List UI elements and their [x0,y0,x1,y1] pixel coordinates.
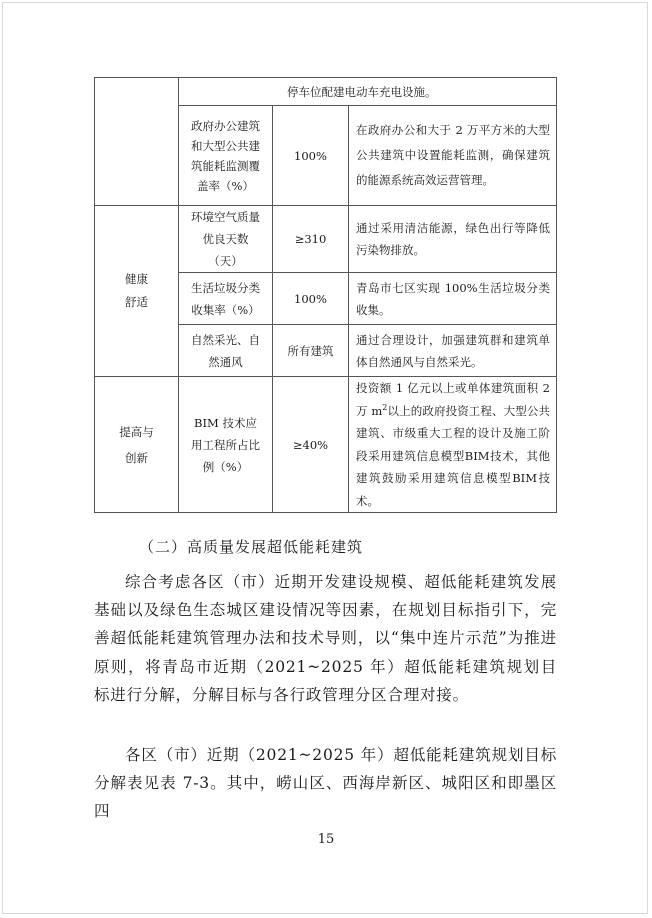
table-row [95,206,557,273]
description-cell [349,377,557,513]
indicator-cell [179,206,273,273]
continuation-text: 停车位配建电动车充电设施。 [287,84,437,99]
indicator-text: 自然采光、自然通风 [191,332,260,369]
indicator-cell [179,325,273,377]
table-row [95,78,557,106]
category-cell-innovation [95,377,179,513]
value-text: 100% [294,291,327,306]
section-heading: （二）高质量发展超低能耗建筑 [139,538,364,556]
table-row [95,377,557,513]
value-text: ≥310 [294,232,327,246]
value-cell [273,325,349,377]
page-number: 15 [317,832,335,847]
indicator-cell [179,273,273,325]
description-text [356,377,550,512]
description-part2: 以上的政府投资工程、大型公共建筑、市级重大工程的设计及施工阶段采用建筑信息模型BIM技术，其他建筑鼓励采用建筑信息模型BIM技术。 [356,403,551,508]
value-text: ≥40% [292,437,329,452]
category-health-line1: 健康 [125,272,148,286]
description-text: 通过合理设计，加强建筑群和建筑单体自然通风与自然采光。 [356,332,550,369]
description-part1: 投资额 1 亿元以上或单体建筑面积 2 万 m [356,381,550,418]
description-text: 在政府办公和大于 2 万平方米的大型公共建筑中设置能耗监测，确保建筑的能源系统高效运营管理。 [356,123,550,187]
indicator-cell [179,106,273,206]
value-text: 100% [294,148,327,163]
category-cell-empty [95,78,179,206]
continuation-cell [179,78,557,106]
value-cell [273,273,349,325]
value-cell [273,206,349,273]
category-health-line2: 舒适 [125,295,148,309]
indicator-text: 政府办公建筑和大型公共建筑能耗监测覆盖率（%） [191,118,260,193]
indicator-text: BIM 技术应用工程所占比例（%） [191,415,260,474]
indicator-text: 环境空气质量优良天数（天） [191,210,260,268]
description-cell [349,273,557,325]
description-text: 通过采用清洁能源，绿色出行等降低污染物排放。 [356,221,550,257]
body-paragraph: 各区（市）近期（2021~2025 年）超低能耗建筑规划目标分解表见表 7-3。其中，崂山区、西海岸新区、城阳区和即墨区四 [94,746,557,821]
category-innovation-line1: 提高与 [119,424,154,439]
value-cell [273,106,349,206]
description-text: 青岛市七区实现 100%生活垃圾分类收集。 [356,280,550,317]
description-cell [349,206,557,273]
value-cell [273,377,349,513]
indicator-text: 生活垃圾分类收集率（%） [191,280,260,317]
body-paragraph: 综合考虑各区（市）近期开发建设规模、超低能耗建筑发展基础以及绿色生态城区建设情况等因素，在规划目标指引下，完善超低能耗建筑管理办法和技术导则，以“集中连片示范”为推进原则，将青岛市近期（2021~2025 年）超低能耗建筑规划目标进行分解，分解目标与各行政管理分区合理对接。 [94,573,557,704]
superscript-2: 2 [382,402,388,412]
description-cell [349,106,557,206]
value-text: 所有建筑 [287,343,334,358]
indicator-cell [179,377,273,513]
description-cell [349,325,557,377]
category-cell-health [95,206,179,377]
indicator-table [94,77,557,513]
category-innovation-line2: 创新 [125,450,148,465]
